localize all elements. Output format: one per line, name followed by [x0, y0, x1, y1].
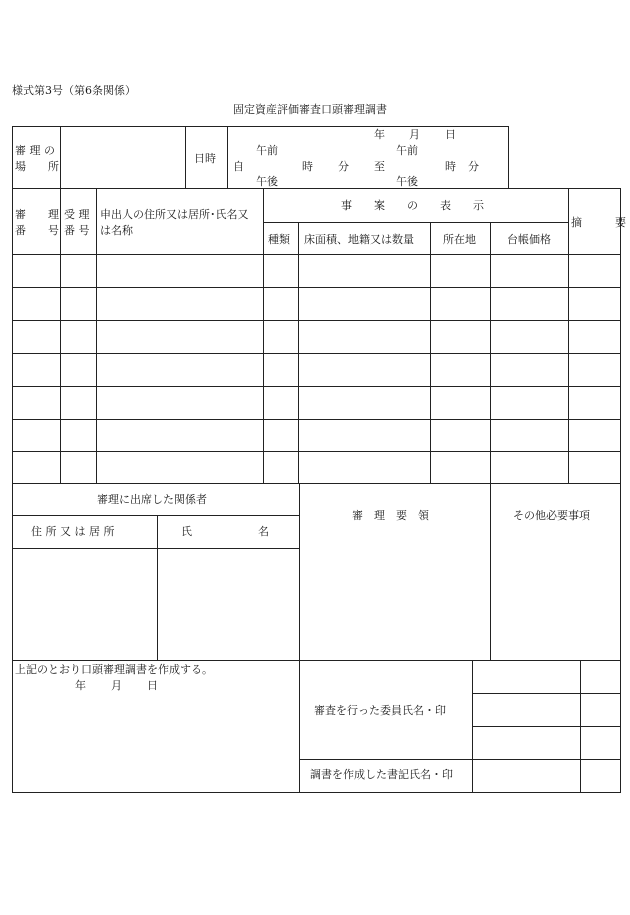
table-row[interactable] — [13, 354, 619, 386]
hearing-no-line1: 審 理 — [15, 208, 59, 221]
case-display-header: 事 案 の 表 示 — [341, 199, 484, 212]
datetime-label: 日時 — [194, 152, 216, 165]
form-number: 様式第3号（第6条関係） — [12, 84, 136, 97]
clerk-signature-label: 調書を作成した書記氏名・印 — [310, 768, 453, 781]
clerk-name-field[interactable] — [473, 760, 580, 792]
table-row[interactable] — [13, 387, 619, 419]
committee-name-field[interactable] — [473, 694, 580, 726]
year-label: 年 — [374, 128, 385, 141]
am-label-start: 午前 — [256, 144, 278, 157]
minute-label-end: 分 — [468, 160, 479, 173]
minute-label-start: 分 — [338, 160, 349, 173]
day-label: 日 — [445, 128, 456, 141]
month-label: 月 — [409, 128, 420, 141]
hearing-summary-field[interactable] — [300, 516, 490, 660]
receipt-no-line2: 番 号 — [64, 224, 90, 237]
location-header: 所在地 — [443, 233, 476, 246]
table-row[interactable] — [13, 420, 619, 451]
hearing-no-line2: 番 号 — [15, 224, 59, 237]
remarks-header: 摘 要 — [571, 216, 626, 229]
committee-seal-field[interactable] — [581, 727, 620, 759]
committee-seal-field[interactable] — [581, 661, 620, 693]
committee-signature-label: 審査を行った委員氏名・印 — [314, 704, 446, 717]
attendees-header: 審理に出席した関係者 — [97, 493, 207, 506]
receipt-no-line1: 受 理 — [64, 208, 90, 221]
hour-label-start: 時 — [302, 160, 313, 173]
date-day-label: 日 — [147, 679, 158, 692]
statement-text: 上記のとおり口頭審理調書を作成する。 — [15, 663, 213, 676]
hearing-summary-header: 審 理 要 領 — [352, 509, 429, 522]
date-year-label: 年 — [75, 679, 86, 692]
table-row[interactable] — [13, 452, 619, 483]
kind-header: 種類 — [268, 233, 290, 246]
attendee-name-field[interactable] — [158, 549, 299, 660]
place-label-line1: 審 理 の — [15, 144, 55, 157]
floor-area-header: 床面積、地籍又は数量 — [304, 233, 414, 246]
applicant-header-line1: 申出人の住所又は居所･氏名又 — [100, 208, 249, 221]
pm-label-end: 午後 — [396, 175, 418, 188]
hour-label-end: 時 — [445, 160, 456, 173]
attendee-address-header: 住 所 又 は 居 所 — [31, 525, 115, 538]
to-label: 至 — [374, 160, 385, 173]
attendee-address-field[interactable] — [13, 549, 157, 660]
table-row[interactable] — [13, 255, 619, 287]
committee-seal-field[interactable] — [581, 694, 620, 726]
place-label-line2: 場 所 — [15, 160, 59, 173]
table-row[interactable] — [13, 288, 619, 320]
from-label: 自 — [233, 160, 244, 173]
attendee-name-header: 氏 名 — [181, 525, 269, 538]
document-title: 固定資産評価審査口頭審理調書 — [233, 103, 387, 116]
ledger-price-header: 台帳価格 — [507, 233, 551, 246]
committee-name-field[interactable] — [473, 661, 580, 693]
table-row[interactable] — [13, 321, 619, 353]
date-month-label: 月 — [111, 679, 122, 692]
pm-label-start: 午後 — [256, 175, 278, 188]
clerk-seal-field[interactable] — [581, 760, 620, 792]
other-matters-field[interactable] — [491, 516, 620, 660]
committee-name-field[interactable] — [473, 727, 580, 759]
applicant-header-line2: は名称 — [100, 224, 133, 237]
other-matters-header: その他必要事項 — [513, 509, 590, 522]
am-label-end: 午前 — [396, 144, 418, 157]
